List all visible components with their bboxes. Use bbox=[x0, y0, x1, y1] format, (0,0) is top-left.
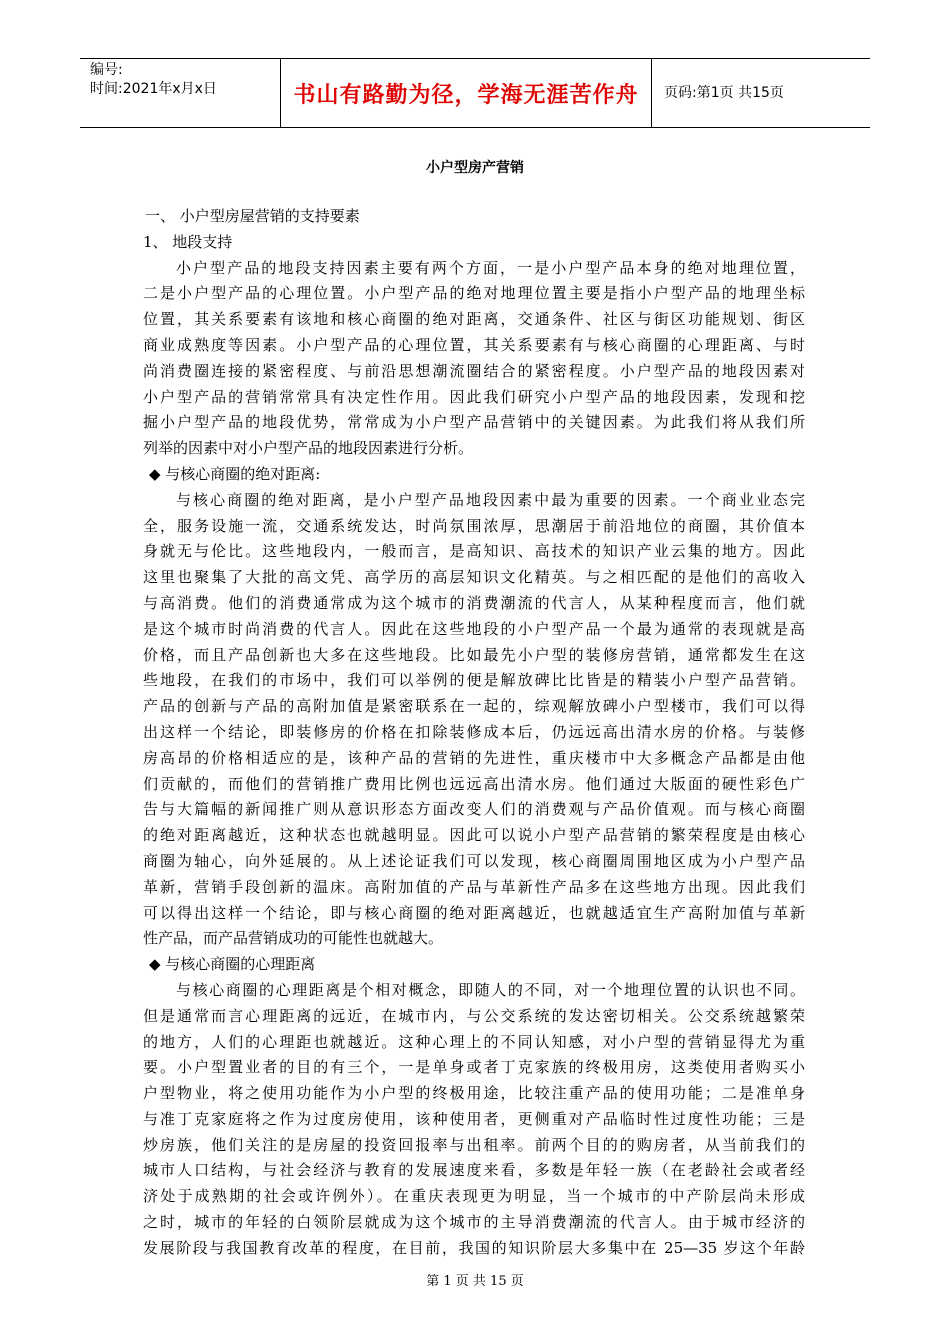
paragraph-line: 可以得出这样一个结论，即与核心商圈的绝对距离越近，也就越适宜生产高附加值与革新 bbox=[143, 903, 805, 922]
paragraph-line: 的地方，人们的心理距也就越近。这种心理上的不同认知感，对小户型的营销显得尤为重 bbox=[143, 1032, 805, 1051]
paragraph-line: 与准丁克家庭将之作为过度房使用，该种使用者，更侧重对产品临时性过度性功能；三是 bbox=[143, 1109, 805, 1128]
paragraph-line: 们贡献的，而他们的营销推广费用比例也远远高出清水房。他们通过大版面的硬性彩色广 bbox=[143, 774, 805, 793]
paragraph-line: 城市人口结构，与社会经济与教育的发展速度来看，多数是年轻一族（在老龄社会或者经 bbox=[143, 1161, 805, 1180]
paragraph-line: 户型物业，将之使用功能作为小户型的终极用途，比较注重产品的使用功能；二是准单身 bbox=[143, 1084, 805, 1103]
paragraph-line: 全，服务设施一流，交通系统发达，时尚氛围浓厚，思潮居于前沿地位的商圈，其价值本 bbox=[143, 516, 805, 535]
paragraph-line: 二是小户型产品的心理位置。小户型产品的绝对地理位置主要是指小户型产品的地理坐标 bbox=[143, 284, 805, 303]
paragraph-line: 与核心商圈的心理距离是个相对概念，即随人的不同，对一个地理位置的认识也不同。 bbox=[176, 980, 805, 999]
document-body bbox=[143, 204, 805, 1262]
paragraph-line: 产品的创新与产品的高附加值是紧密联系在一起的，综观解放碑小户型楼市，我们可以得 bbox=[143, 697, 805, 716]
paragraph-line: 之时，城市的年轻的白领阶层就成为这个城市的主导消费潮流的代言人。由于城市经济的 bbox=[143, 1213, 805, 1232]
paragraph-line: 商业成熟度等因素。小户型产品的心理位置，其关系要素有与核心商圈的心理距离、与时 bbox=[143, 335, 805, 354]
header-meta bbox=[90, 61, 280, 99]
paragraph-line: 济处于成熟期的社会或许例外）。在重庆表现更为明显，当一个城市的中产阶层尚未形成 bbox=[143, 1187, 805, 1206]
paragraph-line: 些地段，在我们的市场中，我们可以举例的便是解放碑比比皆是的精装小户型产品营销。 bbox=[143, 671, 805, 690]
paragraph-line: 要。小户型置业者的目的有三个，一是单身或者丁克家族的终极用房，这类使用者购买小 bbox=[143, 1058, 805, 1077]
paragraph-line: 小户型产品的地段支持因素主要有两个方面，一是小户型产品本身的绝对地理位置， bbox=[176, 258, 805, 277]
document-number-label: 编号: bbox=[90, 62, 123, 78]
bullet-heading: ◆ 与核心商圈的绝对距离: bbox=[149, 464, 321, 483]
document-title: 小户型房产营销 bbox=[426, 160, 524, 176]
paragraph-line: 与高消费。他们的消费通常成为这个城市的消费潮流的代言人，从某种程度而言，他们就 bbox=[143, 593, 805, 612]
paragraph-line: 告与大篇幅的新闻推广则从意识形态方面改变人们的消费观与产品价值观。而与核心商圈 bbox=[143, 800, 805, 819]
page-footer: 第 1 页 共 15 页 bbox=[426, 1274, 524, 1289]
paragraph-line: 炒房族，他们关注的是房屋的投资回报率与出租率。前两个目的的购房者，从当前我们的 bbox=[143, 1135, 805, 1154]
bullet-heading: ◆ 与核心商圈的心理距离 bbox=[149, 955, 316, 974]
paragraph-line: 的绝对距离越近，这种状态也就越明显。因此可以说小户型产品营销的繁荣程度是由核心 bbox=[143, 826, 805, 845]
paragraph-line: 位置，其关系要素有该地和核心商圈的绝对距离，交通条件、社区与街区功能规划、街区 bbox=[143, 310, 805, 329]
paragraph-line: 革新，营销手段创新的温床。高附加值的产品与革新性产品多在这些地方出现。因此我们 bbox=[143, 877, 805, 896]
paragraph-line: 是这个城市时尚消费的代言人。因此在这些地段的小户型产品一个最为通常的表现就是高 bbox=[143, 619, 805, 638]
subsection-heading: 1、 地段支持 bbox=[143, 232, 233, 251]
header-page-info: 页码:第1页 共15页 bbox=[664, 85, 784, 101]
document-time-label: 时间:2021年x月x日 bbox=[90, 81, 217, 97]
paragraph-line: 小户型产品的营销常常具有决定性作用。因此我们研究小户型产品的地段因素，发现和挖 bbox=[143, 387, 805, 406]
paragraph-line: 发展阶段与我国教育改革的程度，在目前，我国的知识阶层大多集中在 25—35 岁这个年龄 bbox=[143, 1238, 805, 1257]
paragraph-line: 尚消费圈连接的紧密程度、与前沿思想潮流圈结合的紧密程度。小户型产品的地段因素对 bbox=[143, 361, 805, 380]
paragraph-line: 房高昂的价格相适应的是，该种产品的营销的先进性，重庆楼市中大多概念产品都是由他 bbox=[143, 748, 805, 767]
paragraph-line: 价格，而且产品创新也大多在这些地段。比如最先小户型的装修房营销，通常都发生在这 bbox=[143, 645, 805, 664]
section-heading: 一、 小户型房屋营销的支持要素 bbox=[145, 207, 360, 225]
header-motto: 书山有路勤为径，学海无涯苦作舟 bbox=[280, 59, 652, 127]
page-header bbox=[80, 58, 870, 128]
paragraph-line: 但是通常而言心理距离的远近，在城市内，与公交系统的发达密切相关。公交系统越繁荣 bbox=[143, 1006, 805, 1025]
paragraph-line: 出这样一个结论，即装修房的价格在扣除装修成本后，仍远远高出清水房的价格。与装修 bbox=[143, 722, 805, 741]
paragraph-line: 商圈为轴心，向外延展的。从上述论证我们可以发现，核心商圈周围地区成为小户型产品 bbox=[143, 851, 805, 870]
paragraph-line: 性产品，而产品营销成功的可能性也就越大。 bbox=[143, 929, 444, 948]
paragraph-line: 掘小户型产品的地段优势，常常成为小户型产品营销中的关键因素。为此我们将从我们所 bbox=[143, 413, 805, 432]
paragraph-line: 身就无与伦比。这些地段内，一般而言，是高知识、高技术的知识产业云集的地方。因此 bbox=[143, 542, 805, 561]
paragraph-line: 与核心商圈的绝对距离，是小户型产品地段因素中最为重要的因素。一个商业业态完 bbox=[176, 490, 805, 509]
paragraph-line: 这里也聚集了大批的高文凭、高学历的高层知识文化精英。与之相匹配的是他们的高收入 bbox=[143, 568, 805, 587]
paragraph-line: 列举的因素中对小户型产品的地段因素进行分析。 bbox=[143, 439, 474, 458]
